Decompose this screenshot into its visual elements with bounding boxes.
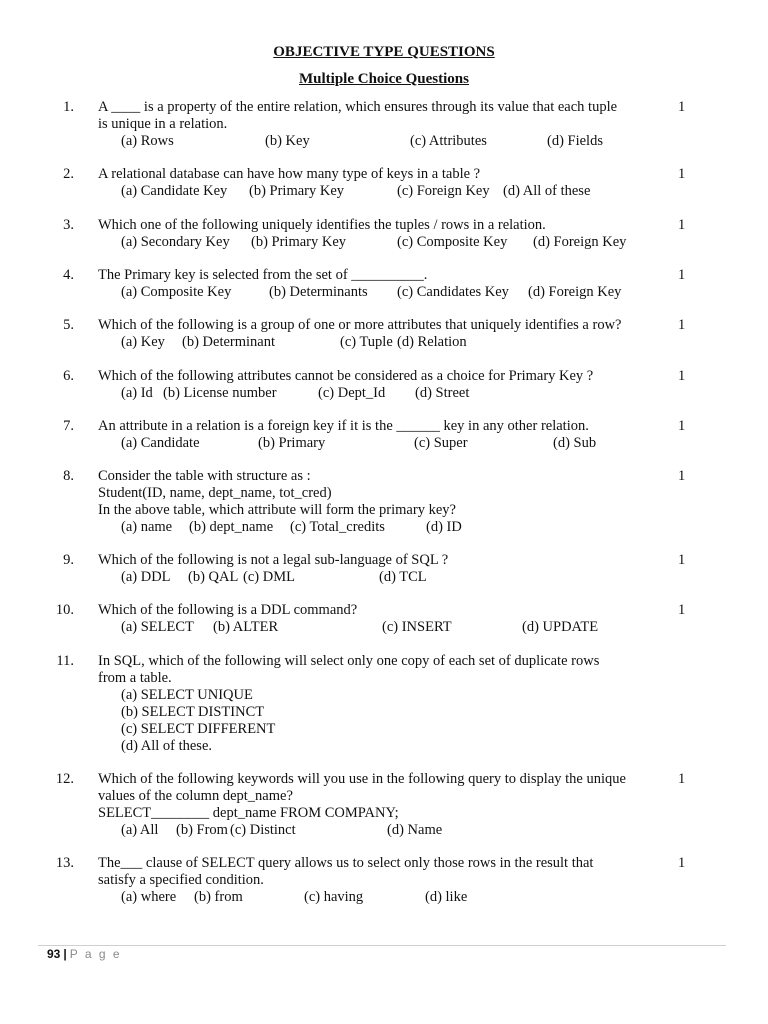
question-marks: 1 <box>678 368 686 384</box>
page-label: P a g e <box>69 947 122 961</box>
question-number: 2. <box>63 166 74 182</box>
answer-option: (c) Composite Key <box>397 234 508 250</box>
question-number: 9. <box>63 552 74 568</box>
question-text-line: Which of the following keywords will you use in the following query to display the unique <box>98 771 626 787</box>
answer-option: (b) Primary <box>258 435 326 451</box>
answer-option: (c) DML <box>243 569 295 585</box>
answer-option: (c) Tuple <box>340 334 393 350</box>
answer-option: (d) ID <box>426 519 462 535</box>
answer-option: (a) Candidate Key <box>121 183 228 199</box>
question-number: 3. <box>63 217 74 233</box>
question-text-line: Which of the following is not a legal sub-language of SQL ? <box>98 552 449 568</box>
answer-option: (d) Sub <box>553 435 597 451</box>
answer-option: (b) License number <box>163 385 277 401</box>
question-text-line: An attribute in a relation is a foreign key if it is the ______ key in any other relation. <box>98 418 589 434</box>
answer-option: (a) Id <box>121 385 153 401</box>
answer-option: (d) like <box>425 889 468 905</box>
question-text-line: values of the column dept_name? <box>98 788 293 804</box>
question-text-line: A relational database can have how many type of keys in a table ? <box>98 166 481 182</box>
answer-option: (d) UPDATE <box>522 619 599 635</box>
answer-option: (a) Secondary Key <box>121 234 230 250</box>
question-number: 8. <box>63 468 74 484</box>
question-marks: 1 <box>678 855 686 871</box>
answer-option: (d) Fields <box>547 133 603 149</box>
answer-option: (b) Primary Key <box>249 183 345 199</box>
question-marks: 1 <box>678 602 686 618</box>
question-marks: 1 <box>678 771 686 787</box>
answer-option: (b) QAL <box>188 569 239 585</box>
answer-option: (d) Name <box>387 822 443 838</box>
footer-divider <box>38 945 726 946</box>
answer-option: (c) Super <box>414 435 468 451</box>
page-title: OBJECTIVE TYPE QUESTIONS <box>273 44 495 60</box>
answer-option: (b) Determinants <box>269 284 368 300</box>
question-text-line: Consider the table with structure as : <box>98 468 311 484</box>
answer-option: (b) from <box>194 889 243 905</box>
answer-option: (b) SELECT DISTINCT <box>121 704 265 720</box>
answer-option: (a) where <box>121 889 177 905</box>
answer-option: (d) All of these <box>503 183 591 199</box>
answer-option: (d) TCL <box>379 569 427 585</box>
answer-option: (a) SELECT <box>121 619 194 635</box>
question-marks: 1 <box>678 267 686 283</box>
answer-option: (d) Relation <box>397 334 467 350</box>
answer-option: (d) Street <box>415 385 470 401</box>
answer-option: (c) Distinct <box>230 822 296 838</box>
question-marks: 1 <box>678 418 686 434</box>
answer-option: (a) DDL <box>121 569 171 585</box>
answer-option: (c) having <box>304 889 364 905</box>
question-number: 1. <box>63 99 74 115</box>
question-text-line: The Primary key is selected from the set of __________. <box>98 267 428 283</box>
question-text-line: from a table. <box>98 670 172 686</box>
answer-option: (b) Determinant <box>182 334 276 350</box>
answer-option: (c) INSERT <box>382 619 452 635</box>
question-text-line: Which of the following is a DDL command? <box>98 602 358 618</box>
answer-option: (b) ALTER <box>213 619 279 635</box>
question-text-line: The___ clause of SELECT query allows us to select only those rows in the result that <box>98 855 594 871</box>
answer-option: (d) Foreign Key <box>533 234 627 250</box>
answer-option: (b) Primary Key <box>251 234 347 250</box>
question-marks: 1 <box>678 317 686 333</box>
answer-option: (c) SELECT DIFFERENT <box>121 721 276 737</box>
footer-separator: | <box>63 947 67 961</box>
question-text-line: Which of the following is a group of one or more attributes that uniquely identifies a row? <box>98 317 622 333</box>
page-footer <box>47 947 122 961</box>
question-text-line: Student(ID, name, dept_name, tot_cred) <box>98 485 332 501</box>
page-number: 93 <box>47 947 61 961</box>
answer-option: (a) SELECT UNIQUE <box>121 687 253 703</box>
answer-option: (c) Attributes <box>410 133 487 149</box>
answer-option: (b) From <box>176 822 228 838</box>
answer-option: (a) Rows <box>121 133 174 149</box>
question-text-line: A ____ is a property of the entire relation, which ensures through its value that each tuple <box>98 99 618 115</box>
answer-option: (a) Candidate <box>121 435 200 451</box>
answer-option: (a) name <box>121 519 173 535</box>
answer-option: (d) Foreign Key <box>528 284 622 300</box>
question-number: 4. <box>63 267 74 283</box>
answer-option: (c) Dept_Id <box>318 385 386 401</box>
question-text-line: Which of the following attributes cannot be considered as a choice for Primary Key ? <box>98 368 594 384</box>
answer-option: (b) dept_name <box>189 519 274 535</box>
question-text-line: Which one of the following uniquely identifies the tuples / rows in a relation. <box>98 217 546 233</box>
question-marks: 1 <box>678 552 686 568</box>
question-text-line: is unique in a relation. <box>98 116 228 132</box>
answer-option: (a) All <box>121 822 159 838</box>
question-number: 13. <box>55 855 74 871</box>
answer-option: (b) Key <box>265 133 310 149</box>
section-subtitle: Multiple Choice Questions <box>298 71 469 87</box>
question-text-line: satisfy a specified condition. <box>98 872 264 888</box>
question-marks: 1 <box>678 468 686 484</box>
question-number: 10. <box>55 602 74 618</box>
answer-option: (a) Composite Key <box>121 284 232 300</box>
question-number: 11. <box>56 653 74 669</box>
question-marks: 1 <box>678 99 686 115</box>
question-number: 5. <box>63 317 74 333</box>
question-number: 12. <box>55 771 74 787</box>
question-number: 7. <box>63 418 74 434</box>
question-text-line: In the above table, which attribute will form the primary key? <box>98 502 456 518</box>
question-text-line: SELECT________ dept_name FROM COMPANY; <box>98 805 399 821</box>
answer-option: (c) Total_credits <box>290 519 385 535</box>
question-marks: 1 <box>678 166 686 182</box>
answer-option: (a) Key <box>121 334 165 350</box>
answer-option: (c) Candidates Key <box>397 284 509 300</box>
question-text-line: In SQL, which of the following will select only one copy of each set of duplicate rows <box>98 653 600 669</box>
answer-option: (d) All of these. <box>121 738 213 754</box>
answer-option: (c) Foreign Key <box>397 183 490 199</box>
question-number: 6. <box>63 368 74 384</box>
question-marks: 1 <box>678 217 686 233</box>
